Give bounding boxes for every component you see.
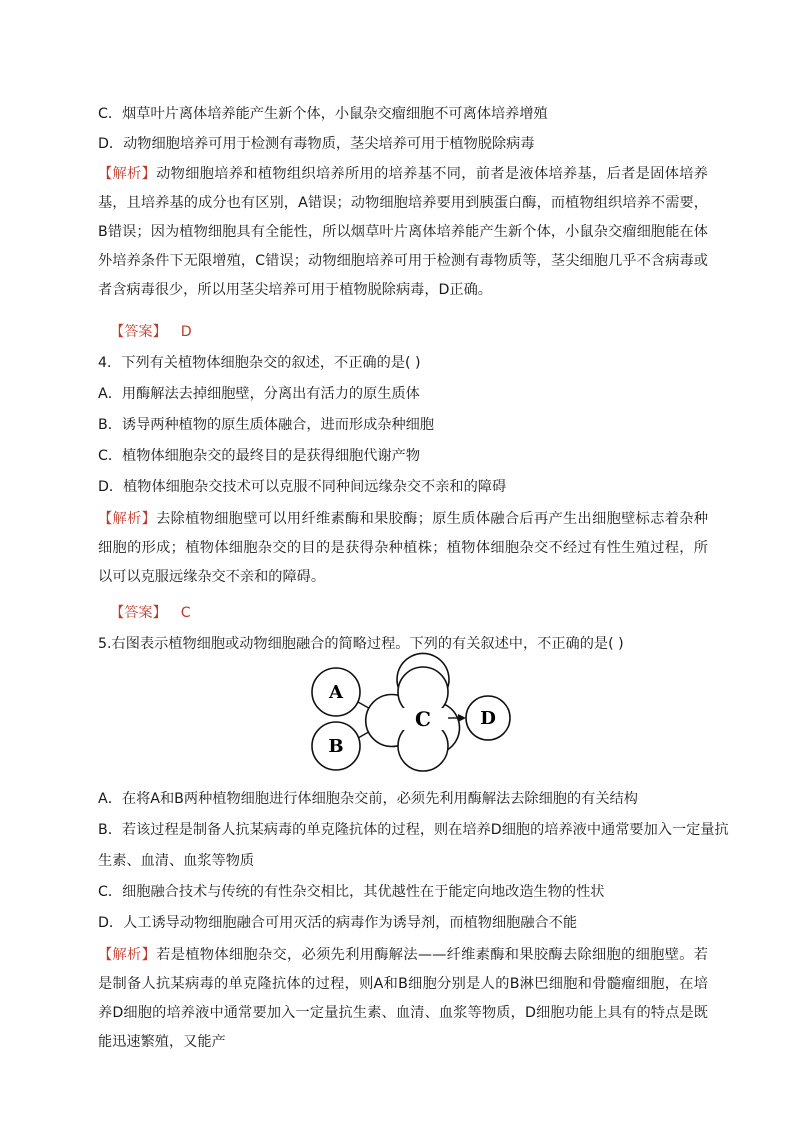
answer-value: C (180, 605, 191, 621)
analysis-text: 动物细胞培养和植物组织培养所用的培养基不同，前者是液体培养基，后者是固体培养基，且培养基的成分也有区别，A错误；动物细胞培养要用到胰蛋白酶，而植物组织培养不需要，B错误；因为植物细胞具有全能性，所以烟草叶片离体培养能产生新个体，小鼠杂交瘤细胞能在体外培养条件下无限增殖，C错误；动物细胞培养可用于检测有毒物质等，茎尖细胞几乎不含病毒或者含病毒很少，所以用茎尖培养可用于植物脱除病毒，D正确。 (98, 166, 708, 298)
q5-option-b-line1: B．若该过程是制备人抗某病毒的单克隆抗体的过程，则在培养D细胞的培养液中通常要加入一定量抗 (98, 822, 729, 838)
q5-option-b-line2: 生素、血清、血浆等物质 (98, 853, 255, 869)
answer-value: D (180, 324, 192, 340)
answer-tag: 【答案】 (110, 605, 167, 621)
q5-stem: 5.右图表示植物细胞或动物细胞融合的简略过程。下列的有关叙述中，不正确的是( ) (98, 636, 624, 652)
q4-stem: 4．下列有关植物体细胞杂交的叙述，不正确的是( ) (98, 355, 421, 371)
q4-analysis (98, 505, 708, 595)
q3-option-c: C．烟草叶片离体培养能产生新个体，小鼠杂交瘤细胞不可离体培养增殖 (98, 106, 548, 122)
analysis-tag: 【解析】 (98, 166, 157, 182)
q4-option-c: C．植物体细胞杂交的最终目的是获得细胞代谢产物 (98, 448, 421, 464)
cell-a-label: A (329, 682, 343, 703)
q3-option-d: D．动物细胞培养可用于检测有毒物质，茎尖培养可用于植物脱除病毒 (98, 136, 535, 152)
cell-fusion-diagram (300, 664, 530, 774)
q5-option-c: C．细胞融合技术与传统的有性杂交相比，其优越性在于能定向地改造生物的性状 (98, 884, 605, 900)
analysis-tag: 【解析】 (98, 947, 157, 963)
cell-d-label: D (480, 708, 496, 729)
cell-b-label: B (328, 736, 344, 757)
q5-option-d: D．人工诱导动物细胞融合可用灭活的病毒作为诱导剂，而植物细胞融合不能 (98, 915, 578, 931)
analysis-tag: 【解析】 (98, 511, 157, 527)
analysis-text: 去除植物细胞壁可以用纤维素酶和果胶酶；原生质体融合后再产生出细胞壁标志着杂种细胞的形成；植物体细胞杂交的目的是获得杂种植株；植物体细胞杂交不经过有性生殖过程，所以可以克服远缘杂交不亲和的障碍。 (98, 511, 708, 585)
q3-analysis (98, 160, 708, 305)
q4-option-a: A．用酶解法去掉细胞壁，分离出有活力的原生质体 (98, 386, 420, 402)
q3-answer (110, 322, 192, 342)
q4-answer (110, 603, 191, 623)
q5-analysis (98, 941, 708, 1050)
arrow-c-to-d-head (458, 714, 466, 722)
q4-option-d: D．植物体细胞杂交技术可以克服不同种间远缘杂交不亲和的障碍 (98, 479, 507, 495)
analysis-text: 若是植物体细胞杂交，必须先利用酶解法——纤维素酶和果胶酶去除细胞的细胞壁。若是制备人抗某病毒的单克隆抗体的过程，则A和B细胞分别是人的B淋巴细胞和骨髓瘤细胞，在培养D细胞的培养液中通常要加入一定量抗生素、血清、血浆等物质，D细胞功能上具有的特点是既能迅速繁殖，又能产 (98, 947, 708, 1050)
answer-tag: 【答案】 (110, 324, 167, 340)
cell-c-label: C (415, 707, 431, 731)
q5-option-a: A．在将A和B两种植物细胞进行体细胞杂交前，必须先利用酶解法去除细胞的有关结构 (98, 791, 638, 807)
q4-option-b: B．诱导两种植物的原生质体融合，进而形成杂种细胞 (98, 417, 435, 433)
